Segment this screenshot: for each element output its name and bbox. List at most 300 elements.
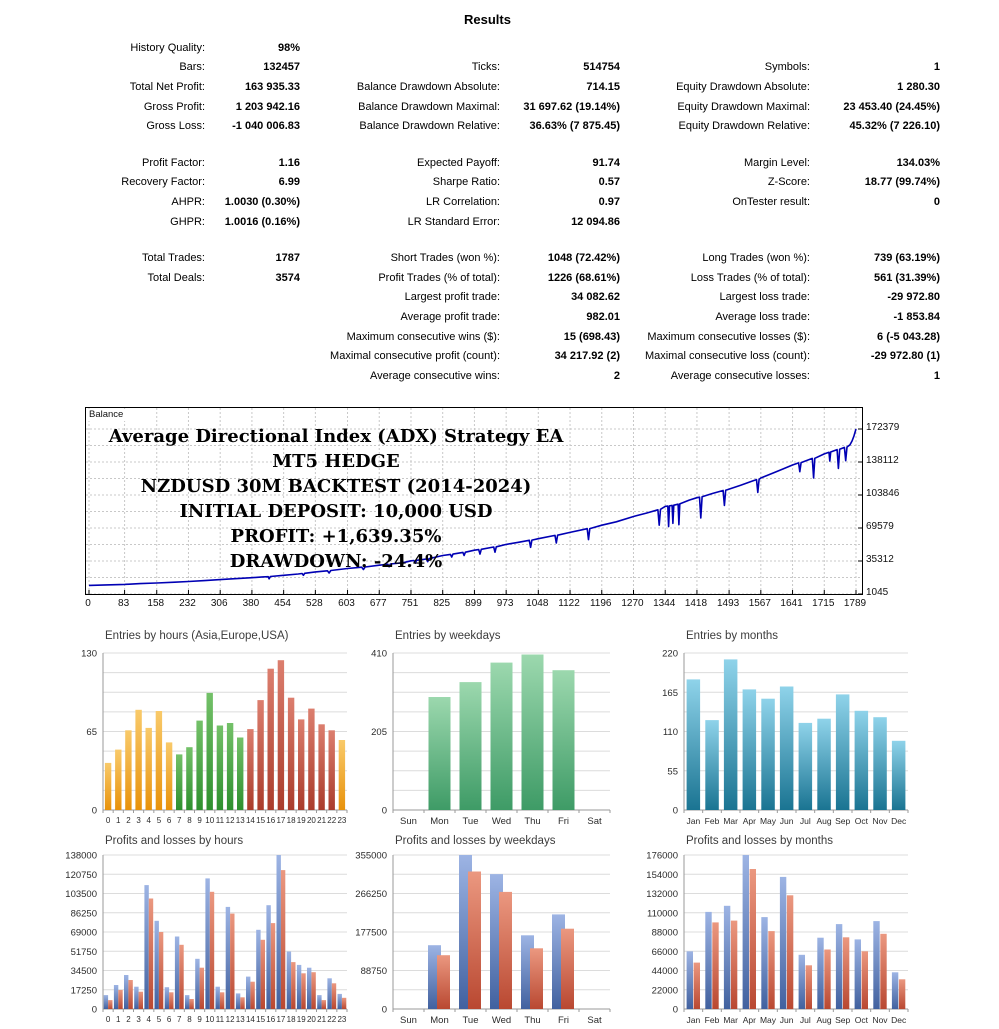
- x-tick: Oct: [854, 1015, 868, 1025]
- stat-value: 34 082.62: [571, 291, 620, 304]
- stat-value: 12 094.86: [571, 215, 620, 228]
- y-tick: 0: [91, 805, 97, 817]
- x-tick: Fri: [557, 1015, 570, 1026]
- bar: [268, 669, 274, 810]
- bar: [155, 921, 159, 1009]
- x-tick: 19: [296, 1015, 306, 1024]
- x-tick: 0: [105, 816, 111, 825]
- bar: [216, 987, 220, 1009]
- balance-x-tick: 1122: [558, 598, 580, 609]
- x-tick: 19: [296, 816, 306, 825]
- x-tick: Wed: [491, 816, 512, 827]
- x-tick: Tue: [462, 1015, 479, 1026]
- stat-label: OnTester result:: [732, 195, 810, 208]
- bar: [687, 951, 693, 1009]
- bar: [724, 659, 738, 810]
- bar: [311, 972, 315, 1009]
- bar: [491, 663, 513, 810]
- bar: [159, 932, 163, 1009]
- bar: [227, 723, 233, 810]
- y-tick: 0: [381, 805, 387, 817]
- stat-label: Maximum consecutive wins ($):: [346, 330, 500, 343]
- bar: [118, 990, 122, 1009]
- balance-overlay-text: [86, 424, 586, 574]
- bar: [247, 729, 253, 810]
- bar: [166, 742, 172, 810]
- bar: [327, 978, 331, 1009]
- balance-x-tick: 306: [210, 598, 228, 609]
- bar: [892, 972, 898, 1009]
- stat-value: 1048 (72.42%): [547, 252, 620, 265]
- x-tick: Sun: [400, 1015, 417, 1026]
- stat-label: LR Standard Error:: [407, 215, 500, 228]
- stats-row: [58, 212, 940, 232]
- stat-value: 1226 (68.61%): [547, 271, 620, 284]
- y-tick: 110000: [647, 908, 678, 920]
- x-tick: 3: [136, 816, 141, 825]
- bar: [787, 895, 793, 1009]
- stats-row: [58, 116, 940, 136]
- balance-x-tick: 1715: [812, 598, 835, 609]
- bar: [892, 741, 906, 810]
- stat-value: 1: [933, 61, 940, 74]
- y-tick: 0: [381, 1004, 387, 1016]
- bar: [257, 700, 263, 810]
- x-tick: 8: [187, 1015, 192, 1024]
- bar: [799, 955, 805, 1009]
- x-tick: Fri: [557, 816, 570, 827]
- stat-value: 2: [613, 369, 620, 382]
- bar: [256, 930, 260, 1009]
- bar: [144, 885, 148, 1009]
- x-tick: Aug: [816, 816, 832, 826]
- x-tick: Nov: [872, 816, 888, 826]
- y-tick: 177500: [355, 927, 387, 939]
- bar: [761, 917, 767, 1009]
- stats-row: [58, 136, 940, 153]
- bar: [186, 747, 192, 810]
- x-tick: Sep: [835, 1015, 851, 1025]
- x-tick: Wed: [491, 1015, 512, 1026]
- y-tick: 266250: [355, 889, 387, 900]
- stat-label: Z-Score:: [767, 176, 810, 189]
- bar: [220, 992, 224, 1009]
- stat-value: 739 (63.19%): [873, 252, 940, 265]
- x-tick: 20: [306, 1015, 316, 1024]
- x-tick: Thu: [524, 1015, 541, 1026]
- stat-value: 34 217.92 (2): [554, 350, 620, 363]
- stat-value: 6 (-5 043.28): [877, 330, 940, 343]
- bar: [149, 899, 153, 1010]
- bar: [301, 973, 305, 1009]
- bar: [139, 992, 143, 1009]
- stat-label: Balance Drawdown Relative:: [359, 120, 500, 133]
- x-tick: 17: [276, 1015, 286, 1024]
- stats-row: [58, 38, 940, 58]
- x-tick: 11: [215, 1015, 225, 1024]
- bar: [460, 682, 482, 810]
- bar: [530, 948, 543, 1009]
- bar: [724, 906, 730, 1009]
- balance-x-tick: 1344: [653, 598, 676, 609]
- bar: [761, 699, 775, 810]
- bar: [108, 1000, 112, 1009]
- bar: [281, 870, 285, 1009]
- balance-x-tick: 603: [338, 598, 355, 609]
- bar: [169, 992, 173, 1009]
- bar: [246, 977, 250, 1009]
- balance-x-tick: 973: [496, 598, 514, 609]
- bar: [687, 679, 701, 810]
- y-tick: 69000: [70, 927, 97, 939]
- stat-value: 714.15: [586, 80, 620, 93]
- bar: [743, 689, 757, 810]
- bar: [240, 997, 244, 1009]
- bar: [288, 698, 294, 810]
- y-tick: 205: [371, 727, 387, 738]
- stats-row: [58, 327, 940, 347]
- stat-label: Average profit trade:: [400, 310, 500, 323]
- bar: [743, 855, 749, 1009]
- bar: [705, 720, 719, 810]
- y-tick: 88000: [651, 927, 678, 939]
- bar: [104, 995, 108, 1009]
- stats-row: [58, 288, 940, 308]
- y-tick: 355000: [355, 850, 387, 862]
- x-tick: Jan: [686, 1015, 701, 1025]
- x-tick: Jun: [779, 816, 794, 826]
- pl-by-months-title: Profits and losses by months: [686, 835, 834, 847]
- balance-series-label: Balance: [88, 409, 126, 421]
- bar: [175, 937, 179, 1010]
- bar: [768, 931, 774, 1009]
- x-tick: 13: [235, 1015, 245, 1024]
- stat-value: 134.03%: [896, 156, 940, 169]
- stats-row: [58, 192, 940, 212]
- overlay-line: INITIAL DEPOSIT: 10,000 USD: [179, 501, 493, 522]
- x-tick: 18: [286, 816, 296, 825]
- x-tick: 10: [205, 816, 215, 825]
- stat-value: 514754: [583, 61, 620, 74]
- bar: [817, 719, 831, 810]
- stat-value: 31 697.62 (19.14%): [523, 100, 620, 113]
- balance-x-tick: 1789: [843, 598, 867, 609]
- balance-x-tick: 677: [369, 598, 387, 609]
- bar: [179, 945, 183, 1009]
- stat-label: Average consecutive losses:: [670, 369, 810, 382]
- stat-label: Equity Drawdown Relative:: [678, 120, 810, 133]
- x-tick: Jul: [799, 1015, 811, 1025]
- x-tick: Tue: [462, 816, 479, 827]
- x-tick: 5: [156, 1015, 162, 1024]
- stat-value: 18.77 (99.74%): [864, 176, 940, 189]
- stat-label: GHPR:: [170, 215, 205, 228]
- x-tick: Dec: [891, 1015, 907, 1025]
- stats-row: [58, 231, 940, 248]
- bar: [694, 963, 700, 1009]
- bar: [817, 938, 823, 1009]
- entries-by-months-title: Entries by months: [686, 630, 779, 642]
- stat-label: Long Trades (won %):: [702, 252, 810, 265]
- y-tick: 88750: [360, 966, 387, 977]
- x-tick: Mar: [723, 1015, 738, 1025]
- bar: [750, 869, 756, 1009]
- y-tick: 165: [662, 687, 678, 699]
- y-tick: 410: [371, 648, 387, 660]
- x-tick: Feb: [704, 816, 720, 826]
- bar: [499, 892, 512, 1009]
- balance-y-tick: 172379: [866, 422, 900, 433]
- balance-x-tick: 83: [118, 598, 130, 609]
- stats-table: [58, 38, 940, 386]
- stat-value: 1787: [275, 252, 300, 265]
- bar: [250, 982, 254, 1009]
- stat-label: Ticks:: [471, 61, 500, 74]
- stat-label: Expected Payoff:: [417, 156, 500, 169]
- bar: [880, 934, 886, 1009]
- stat-label: Maximum consecutive losses ($):: [647, 330, 810, 343]
- x-tick: 5: [156, 816, 162, 825]
- stat-value: 1: [933, 369, 940, 382]
- x-tick: 12: [225, 816, 235, 825]
- x-tick: Jun: [779, 1015, 794, 1025]
- y-tick: 44000: [651, 966, 678, 977]
- y-tick: 86250: [70, 908, 97, 920]
- bar: [873, 717, 887, 810]
- x-tick: 6: [166, 1015, 172, 1024]
- y-tick: 154000: [646, 869, 678, 881]
- stat-value: -29 972.80 (1): [870, 350, 940, 363]
- bar: [322, 1000, 326, 1009]
- bar: [165, 987, 169, 1009]
- y-tick: 110: [662, 727, 678, 738]
- x-tick: 1: [116, 1015, 121, 1024]
- pl-by-weekdays-chart: [333, 847, 616, 1029]
- x-tick: 1: [116, 816, 121, 825]
- y-tick: 0: [672, 805, 678, 817]
- entries-by-weekdays-chart: [333, 645, 616, 832]
- x-tick: 20: [306, 816, 316, 825]
- stat-value: 1 203 942.16: [235, 100, 300, 113]
- x-tick: Apr: [742, 816, 756, 826]
- x-tick: 4: [146, 1015, 151, 1024]
- x-tick: Nov: [872, 1015, 888, 1025]
- x-tick: 15: [256, 816, 266, 825]
- stat-label: Short Trades (won %):: [390, 252, 500, 265]
- entries-by-months-chart: [624, 645, 914, 832]
- stat-label: Gross Loss:: [146, 120, 205, 133]
- y-tick: 0: [672, 1004, 678, 1016]
- stats-row: [58, 366, 940, 386]
- bar: [105, 763, 111, 810]
- x-tick: 22: [327, 1015, 337, 1024]
- y-tick: 103500: [65, 889, 97, 900]
- x-tick: 16: [266, 1015, 276, 1024]
- x-tick: 17: [276, 816, 286, 825]
- x-tick: 3: [136, 1015, 141, 1024]
- x-tick: 0: [105, 1015, 111, 1024]
- x-tick: Thu: [524, 816, 541, 827]
- overlay-line: NZDUSD 30M BACKTEST (2014-2024): [140, 476, 532, 497]
- stat-label: Maximal consecutive loss (count):: [644, 350, 810, 363]
- stat-label: Recovery Factor:: [121, 176, 205, 189]
- bar: [146, 728, 152, 810]
- stat-value: 45.32% (7 226.10): [849, 120, 940, 133]
- stat-value: 23 453.40 (24.45%): [843, 100, 940, 113]
- page-title: Results: [464, 12, 511, 27]
- stat-label: History Quality:: [130, 41, 205, 54]
- stat-label: Equity Drawdown Maximal:: [677, 100, 810, 113]
- x-tick: 12: [225, 1015, 235, 1024]
- stat-value: 98%: [277, 41, 300, 54]
- stat-label: Symbols:: [764, 61, 810, 74]
- balance-x-tick: 232: [179, 598, 196, 609]
- x-tick: May: [759, 816, 777, 826]
- x-tick: 7: [177, 816, 182, 825]
- stat-label: Maximal consecutive profit (count):: [330, 350, 500, 363]
- stat-label: Bars:: [179, 61, 205, 74]
- stat-value: 15 (698.43): [563, 330, 620, 343]
- bar: [561, 929, 574, 1009]
- bar: [705, 912, 711, 1009]
- bar: [266, 905, 270, 1009]
- bar: [124, 975, 128, 1009]
- bar: [134, 987, 138, 1009]
- pl-by-months-chart: [624, 847, 914, 1029]
- bar: [230, 914, 234, 1009]
- balance-x-tick: 1567: [748, 598, 771, 609]
- stat-value: 1 280.30: [897, 80, 940, 93]
- bar: [135, 710, 141, 810]
- x-tick: 15: [256, 1015, 266, 1024]
- balance-x-tick: 1048: [526, 598, 549, 609]
- stats-row: [58, 307, 940, 327]
- bar: [125, 730, 131, 810]
- x-tick: 23: [337, 816, 347, 825]
- stats-row: [58, 248, 940, 268]
- stat-label: Average consecutive wins:: [369, 369, 500, 382]
- bar: [780, 687, 794, 811]
- x-tick: Dec: [891, 816, 907, 826]
- stats-row: [58, 77, 940, 97]
- entries-by-hours-chart: [43, 645, 353, 832]
- balance-y-tick: 1045: [866, 587, 889, 598]
- y-tick: 55: [667, 766, 678, 778]
- stat-label: Largest profit trade:: [404, 291, 500, 304]
- x-tick: 8: [187, 816, 192, 825]
- y-tick: 51750: [70, 946, 97, 958]
- bar: [712, 922, 718, 1009]
- x-tick: 13: [235, 816, 245, 825]
- x-tick: May: [759, 1015, 777, 1025]
- stat-label: Equity Drawdown Absolute:: [676, 80, 810, 93]
- stat-value: -1 853.84: [893, 310, 940, 323]
- y-tick: 34500: [70, 966, 97, 977]
- bar: [522, 655, 544, 811]
- y-tick: 66000: [651, 946, 678, 958]
- stat-value: 163 935.33: [244, 80, 300, 93]
- stats-row: [58, 173, 940, 193]
- pl-by-weekdays-title: Profits and losses by weekdays: [395, 835, 556, 847]
- stat-label: Largest loss trade:: [719, 291, 810, 304]
- stats-row: [58, 346, 940, 366]
- x-tick: Apr: [742, 1015, 756, 1025]
- bar: [287, 952, 291, 1010]
- stat-value: 0.57: [598, 176, 620, 189]
- stat-label: Gross Profit:: [143, 100, 205, 113]
- x-tick: 2: [126, 816, 131, 825]
- x-tick: 14: [245, 1015, 255, 1024]
- balance-x-tick: 751: [401, 598, 419, 609]
- bar: [205, 878, 209, 1009]
- bar: [236, 993, 240, 1009]
- x-tick: 10: [205, 1015, 215, 1024]
- bar: [317, 995, 321, 1009]
- x-tick: Jul: [799, 816, 811, 826]
- bar: [226, 907, 230, 1009]
- bar: [128, 980, 132, 1009]
- balance-chart: [85, 407, 863, 595]
- x-tick: Mon: [430, 816, 449, 827]
- y-tick: 130: [81, 648, 97, 660]
- x-tick: Oct: [854, 816, 868, 826]
- x-tick: Mon: [430, 1015, 449, 1026]
- stat-label: Loss Trades (% of total):: [690, 271, 810, 284]
- x-tick: 11: [215, 816, 225, 825]
- x-tick: 9: [197, 816, 202, 825]
- y-tick: 0: [91, 1004, 97, 1016]
- stat-label: Balance Drawdown Absolute:: [356, 80, 500, 93]
- stat-value: 0.97: [598, 195, 620, 208]
- bar: [843, 937, 849, 1009]
- y-tick: 65: [86, 727, 97, 738]
- bar: [210, 892, 214, 1009]
- bar: [195, 959, 199, 1009]
- balance-x-tick: 454: [274, 598, 291, 609]
- bar: [780, 877, 786, 1009]
- bar: [156, 711, 162, 810]
- overlay-line: DRAWDOWN: -24.4%: [229, 551, 443, 572]
- bar: [899, 979, 905, 1009]
- bar: [298, 719, 304, 810]
- overlay-line: PROFIT: +1,639.35%: [230, 526, 442, 547]
- stats-row: [58, 58, 940, 78]
- stat-value: -1 040 006.83: [232, 120, 300, 133]
- bar: [114, 985, 118, 1009]
- balance-x-tick: 899: [465, 598, 482, 609]
- stat-value: 3574: [275, 271, 300, 284]
- bar: [291, 962, 295, 1009]
- bar: [271, 923, 275, 1009]
- x-tick: Feb: [704, 1015, 720, 1025]
- bar: [217, 726, 223, 811]
- stat-value: 0: [933, 195, 940, 208]
- bar: [553, 670, 575, 810]
- stats-row: [58, 97, 940, 117]
- stat-label: Total Net Profit:: [129, 80, 205, 93]
- x-tick: Sun: [400, 816, 417, 827]
- bar: [207, 693, 213, 810]
- bar: [237, 738, 243, 811]
- stat-label: LR Correlation:: [426, 195, 500, 208]
- x-tick: 4: [146, 816, 151, 825]
- balance-x-tick: 825: [433, 598, 451, 609]
- bar: [836, 924, 842, 1009]
- balance-y-tick: 35312: [866, 553, 894, 565]
- x-tick: 23: [337, 1015, 347, 1024]
- x-tick: 22: [327, 816, 337, 825]
- bar: [115, 750, 121, 810]
